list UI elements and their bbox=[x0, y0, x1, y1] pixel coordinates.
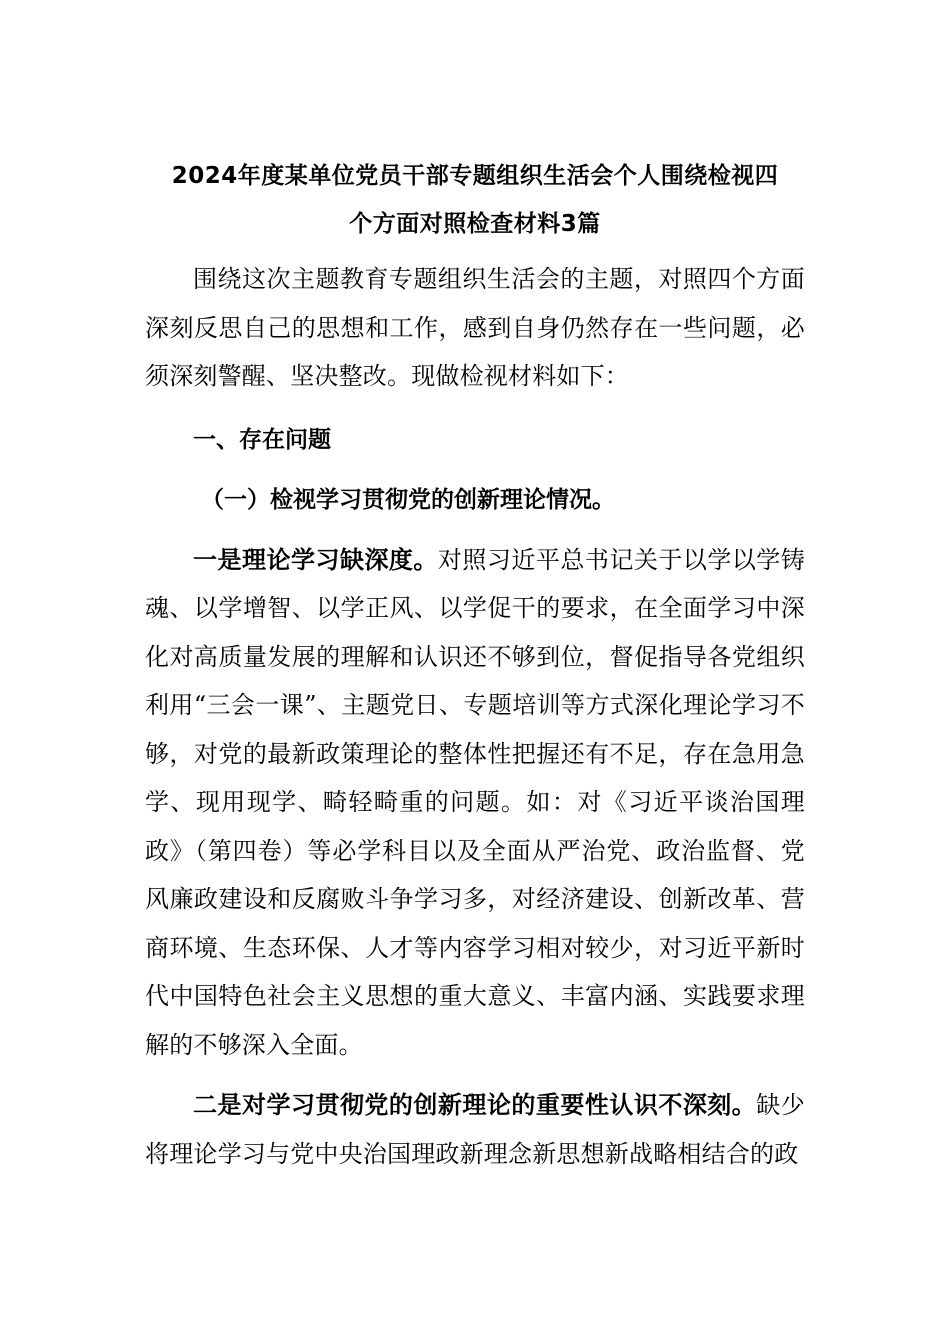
document-title-line-1: 2024年度某单位党员干部专题组织生活会个人围绕检视四 bbox=[171, 163, 779, 189]
document-content bbox=[145, 152, 805, 1178]
point-1-body: 对照习近平总书记关于以学以学铸魂、以学增智、以学正风、以学促干的要求，在全面学习中深化对高质量发展的理解和认识还不够到位，督促指导各党组织利用“三会一课”、主题党日、专题培训等方式深化理论学习不够，对党的最新政策理论的整体性把握还有不足，存在急用急学、现用现学、畸轻畸重的问题。如：对《习近平谈治国理政》（第四卷）等必学科目以及全面从严治党、政治监督、党风廉政建设和反腐败斗争学习多，对经济建设、创新改革、营商环境、生态环保、人才等内容学习相对较少，对习近平新时代中国特色社会主义思想的重大意义、丰富内涵、实践要求理解的不够深入全面。 bbox=[145, 545, 806, 1059]
point-1-lead: 一是理论学习缺深度。 bbox=[193, 545, 438, 574]
point-2-lead: 二是对学习贯彻党的创新理论的重要性认识不深刻。 bbox=[193, 1091, 757, 1119]
intro-paragraph: 围绕这次主题教育专题组织生活会的主题，对照四个方面深刻反思自己的思想和工作，感到自身仍然存在一些问题，必须深刻警醒、坚决整改。现做检视材料如下： bbox=[145, 265, 805, 390]
section-heading-problems: 一、存在问题 bbox=[193, 426, 331, 453]
point-2-paragraph bbox=[145, 1081, 805, 1178]
point-2-body: 缺少将理论学习与党中央治国理政新理念新思想新战略相结合的政 bbox=[145, 1091, 805, 1168]
point-1-paragraph bbox=[145, 536, 805, 1070]
document-title bbox=[145, 152, 805, 248]
subsection-heading-theory-study: （一）检视学习贯彻党的创新理论情况。 bbox=[201, 486, 615, 513]
document-title-line-2: 个方面对照检查材料3篇 bbox=[349, 211, 601, 237]
